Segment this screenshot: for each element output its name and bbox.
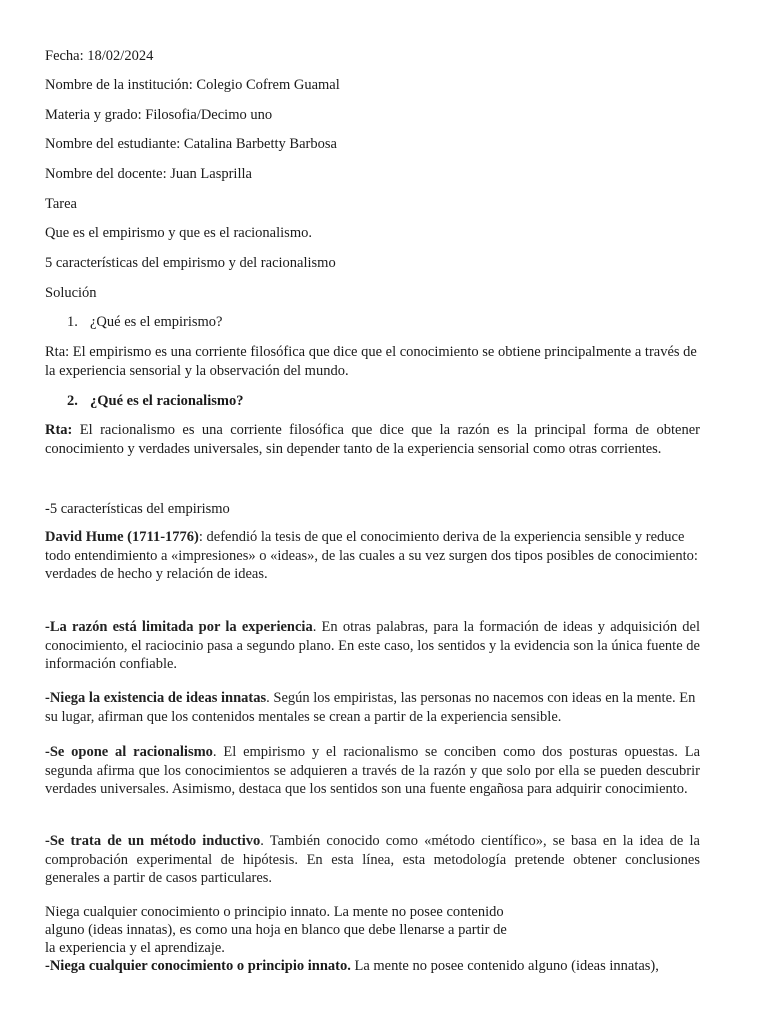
question-1-number: 1. — [67, 314, 78, 330]
hume-text: : defendió la tesis de que el conocimiento deriva de la experiencia sensible y reduce todo entendimiento a «impresiones» o «ideas», de las cuales a su vez surgen dos tipos posibles de conocimiento: verdades de hecho y relación de ideas. — [45, 529, 698, 582]
question-2-title — [67, 392, 243, 410]
hume-paragraph — [45, 528, 700, 584]
solucion-line: Solución — [45, 285, 97, 301]
pregunta2-line: 5 características del empirismo y del racionalismo — [45, 255, 336, 271]
caracteristica-text: . El empirismo y el racionalismo se conciben como dos posturas opuestas. La segunda afirma que los conocimientos se adquieren a través de la razón y que solo por ella se pueden descubrir verdades universales. Asimismo, destaca que los sentidos son una fuente engañosa para adquirir conocimiento. — [45, 744, 701, 797]
plain-line: la experiencia y el aprendizaje. — [45, 940, 225, 956]
caracteristica-text: . Según los empiristas, las personas no nacemos con ideas en la mente. En su lugar, afirman que los contenidos mentales se crean a partir de la experiencia sensible. — [45, 690, 696, 725]
caracteristica-item — [45, 689, 700, 726]
caracteristica-label: -Niega la existencia de ideas innatas — [45, 690, 267, 706]
plain-line: Niega cualquier conocimiento o principio innato. La mente no posee contenido — [45, 904, 504, 920]
caracteristica-label: -Se trata de un método inductivo — [45, 833, 261, 849]
question-2-answer-text: El racionalismo es una corriente filosófica que dice que la razón es la principal forma de obtener conocimiento y verdades universales, sin depender tanto de la experiencia sensorial como otras corrientes. — [45, 422, 700, 457]
caracteristica-label: -Se opone al racionalismo — [45, 744, 213, 760]
question-1-title — [67, 313, 222, 331]
estudiante-line: Nombre del estudiante: Catalina Barbetty Barbosa — [45, 136, 337, 152]
question-2-text: ¿Qué es el racionalismo? — [90, 393, 244, 409]
caracteristicas-heading: -5 características del empirismo — [45, 501, 230, 517]
question-1-answer: Rta: El empirismo es una corriente filosófica que dice que el conocimiento se obtiene principalmente a través de la experiencia sensorial y la observación del mundo. — [45, 344, 697, 379]
fecha-line: Fecha: 18/02/2024 — [45, 48, 154, 64]
caracteristica-text: . También conocido como «método científico», se basa en la idea de la comprobación experimental de hipótesis. En esta línea, esta metodología pretende obtener conclusiones generales a partir de casos particulares. — [45, 833, 700, 886]
materia-line: Materia y grado: Filosofia/Decimo uno — [45, 107, 273, 123]
final-text: La mente no posee contenido alguno (ideas innatas), — [350, 958, 659, 974]
caracteristica-item — [45, 832, 700, 888]
docente-line: Nombre del docente: Juan Lasprilla — [45, 166, 252, 182]
final-line — [45, 958, 659, 976]
tarea-line: Tarea — [45, 196, 77, 212]
caracteristica-label: -La razón está limitada por la experiencia — [45, 619, 313, 635]
institucion-line: Nombre de la institución: Colegio Cofrem Guamal — [45, 77, 340, 93]
caracteristica-item — [45, 743, 700, 799]
hume-label: David Hume (1711-1776) — [45, 529, 199, 545]
caracteristica-item — [45, 618, 700, 674]
pregunta1-line: Que es el empirismo y que es el racionalismo. — [45, 225, 312, 241]
final-label: -Niega cualquier conocimiento o principio innato. — [45, 958, 351, 974]
question-2-answer-label: Rta: — [45, 422, 73, 438]
question-1-text: ¿Qué es el empirismo? — [90, 314, 223, 330]
caracteristica-text: . En otras palabras, para la formación de ideas y adquisición del conocimiento, el raciocinio pasa a segundo plano. En este caso, los sentidos y la evidencia son la única fuente de información confiable. — [45, 619, 700, 672]
plain-line: alguno (ideas innatas), es como una hoja en blanco que debe llenarse a partir de — [45, 922, 507, 938]
question-2-answer — [45, 421, 700, 458]
question-2-number: 2. — [67, 393, 78, 409]
